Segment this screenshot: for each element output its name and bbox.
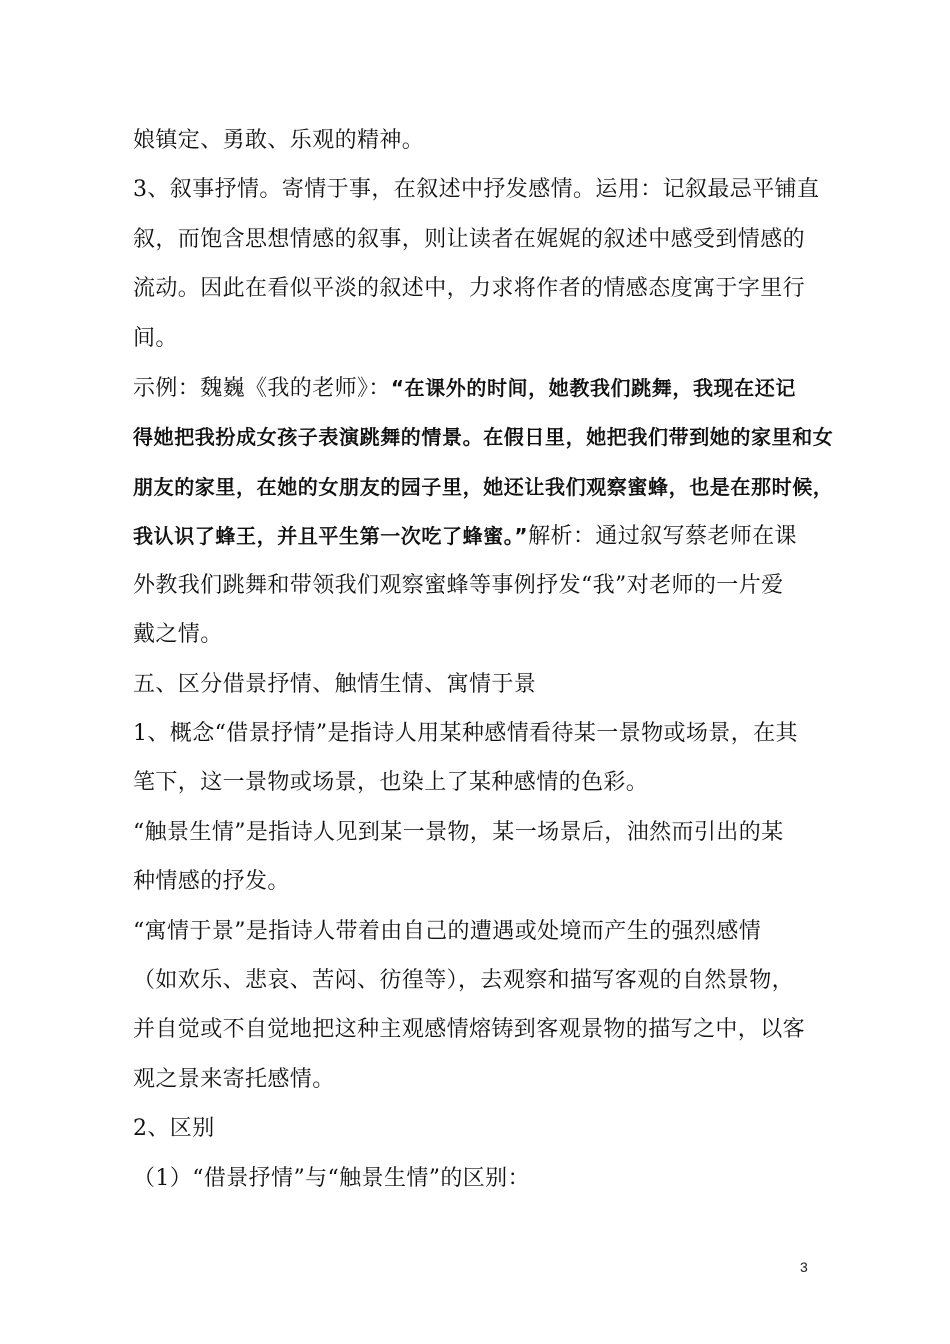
- example-line: 戴之情。: [133, 622, 223, 647]
- text-line: 观之景来寄托感情。: [133, 1067, 335, 1092]
- text-line: 流动。因此在看似平淡的叙述中，力求将作者的情感态度寓于字里行: [133, 276, 806, 301]
- example-line: [133, 422, 833, 453]
- example-quote: “在课外的时间，她教我们跳舞，我现在还记: [390, 376, 796, 400]
- example-line: [133, 521, 797, 552]
- text-line: “触景生情”是指诗人见到某一景物，某一场景后，油然而引出的某: [133, 820, 784, 845]
- text-line: 间。: [133, 326, 178, 351]
- example-quote: 朋友的家里，在她的女朋友的园子里，她还让我们观察蜜蜂，也是在那时候，: [133, 475, 834, 499]
- text-line: 并自觉或不自觉地把这种主观感情熔铸到客观景物的描写之中，以客: [133, 1017, 806, 1042]
- text-line: （1）“借景抒情”与“触景生情”的区别：: [133, 1166, 530, 1191]
- text-line: 3、叙事抒情。寄情于事，在叙述中抒发感情。运用：记叙最忌平铺直: [133, 177, 820, 202]
- section-heading: 五、区分借景抒情、触情生情、寓情于景: [133, 672, 537, 697]
- example-line: [133, 373, 796, 404]
- example-quote: 得她把我扮成女孩子表演跳舞的情景。在假日里，她把我们带到她的家里和女: [133, 425, 834, 449]
- example-analysis: 解析：通过叙写蔡老师在课: [528, 524, 797, 549]
- example-line: 外教我们跳舞和带领我们观察蜜蜂等事例抒发“我”对老师的一片爱: [133, 573, 784, 598]
- text-line: （如欢乐、悲哀、苦闷、彷徨等），去观察和描写客观的自然景物，: [133, 968, 795, 993]
- example-quote: 我认识了蜂王，并且平生第一次吃了蜂蜜。”: [133, 524, 529, 548]
- example-prefix: 示例：魏巍《我的老师》：: [133, 376, 391, 401]
- page-number: 3: [800, 1259, 808, 1275]
- text-line: “寓情于景”是指诗人带着由自己的遭遇或处境而产生的强烈感情: [133, 919, 762, 944]
- text-line: 叙，而饱含思想情感的叙事，则让读者在娓娓的叙述中感受到情感的: [133, 227, 806, 252]
- text-line: 娘镇定、勇敢、乐观的精神。: [133, 128, 425, 153]
- text-line: 1、概念“借景抒情”是指诗人用某种感情看待某一景物或场景，在其: [133, 721, 798, 746]
- text-line: 种情感的抒发。: [133, 869, 290, 894]
- text-line: 笔下，这一景物或场景，也染上了某种感情的色彩。: [133, 770, 649, 795]
- section-heading: 2、区别: [133, 1116, 215, 1141]
- example-line: [133, 472, 833, 503]
